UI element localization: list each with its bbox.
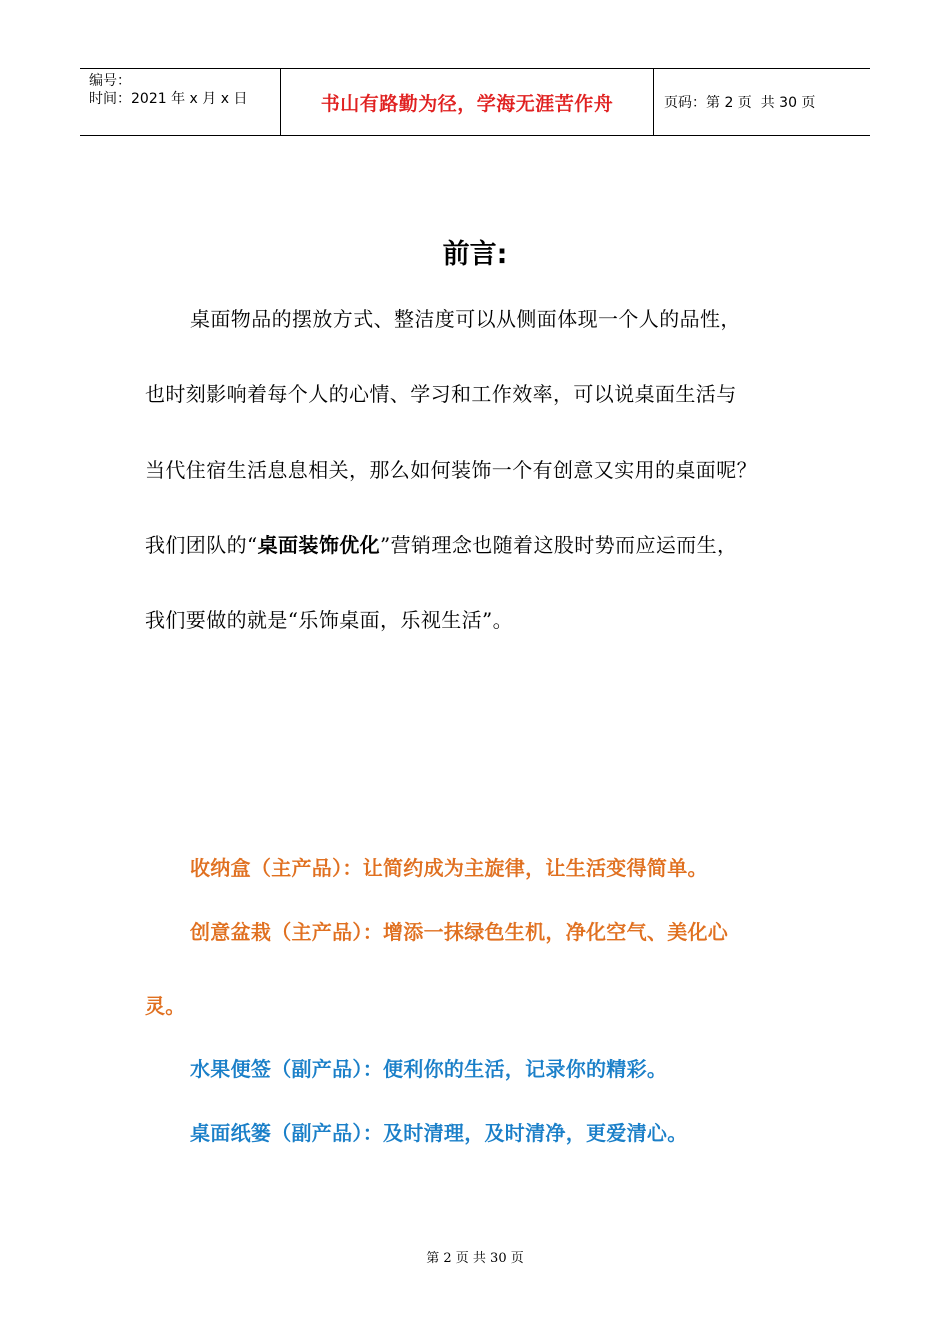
- concept-highlight: 桌面装饰优化: [257, 533, 381, 557]
- header-meta-cell: [80, 69, 281, 135]
- product-sticky-notes: 水果便签（副产品）：便利你的生活，记录你的精彩。: [190, 1057, 668, 1081]
- page-title: 前言:: [442, 239, 508, 270]
- header-page-code: 页码：第 2 页 共 30 页: [664, 95, 816, 111]
- footer-page-number: 第 2 页 共 30 页: [426, 1251, 524, 1266]
- header-time-label: 时间：2021 年 x 月 x 日: [89, 91, 248, 107]
- paragraph-line-1: 桌面物品的摆放方式、整洁度可以从侧面体现一个人的品性，: [190, 307, 741, 331]
- product-bonsai-line-1: 创意盆栽（主产品）：增添一抹绿色生机，净化空气、美化心: [190, 920, 729, 944]
- product-bonsai-line-2: 灵。: [145, 994, 186, 1018]
- product-wastebasket: 桌面纸篓（副产品）：及时清理，及时清净，更爱清心。: [190, 1121, 688, 1145]
- product-storage-box: 收纳盒（主产品）：让简约成为主旋律，让生活变得简单。: [190, 856, 708, 880]
- paragraph-line-5: 我们要做的就是“乐饰桌面，乐视生活”。: [145, 608, 514, 632]
- page-footer: [0, 1247, 950, 1266]
- paragraph-line-3: 当代住宿生活息息相关，那么如何装饰一个有创意又实用的桌面呢？: [145, 458, 757, 482]
- paragraph-line-4-pre: 我们团队的“: [145, 533, 258, 557]
- paragraph-line-4: [145, 529, 737, 558]
- paragraph-line-2: 也时刻影响着每个人的心情、学习和工作效率，可以说桌面生活与: [145, 382, 737, 406]
- header-motto: 书山有路勤为径，学海无涯苦作舟: [281, 69, 654, 135]
- page-header: [80, 68, 870, 136]
- paragraph-line-4-post: ”营销理念也随着这股时势而应运而生，: [380, 533, 738, 557]
- header-page-code-cell: [654, 69, 870, 135]
- header-number-label: 编号：: [89, 73, 131, 89]
